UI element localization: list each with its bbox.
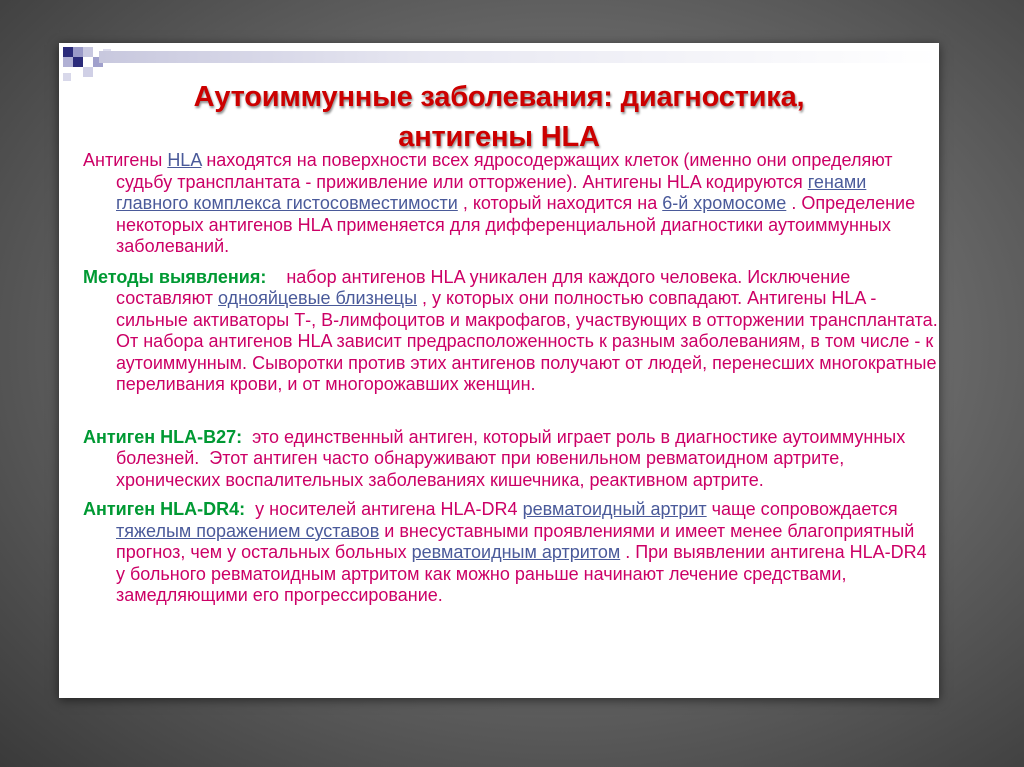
link-severe-joint-damage[interactable]: тяжелым поражением суставов (116, 520, 380, 541)
link-rheumatoid-arthritis-2[interactable]: ревматоидным артритом (411, 542, 621, 562)
link-rheumatoid-arthritis[interactable]: ревматоидный артрит (522, 499, 707, 519)
paragraph-hla-dr4 (83, 499, 939, 607)
paragraph-hla-b27 (83, 427, 939, 492)
link-chromosome-6[interactable]: 6-й хромосоме (662, 193, 787, 213)
text-segment: , который находится на (457, 193, 663, 213)
text-segment: и внесуставными проявлениями и имеет менее благоприятный прогноз, чем у остальных больных (116, 520, 915, 562)
text-segment: у носителей антигена HLA-DR4 (245, 499, 523, 519)
text-segment: . При выявлении антигена HLA-DR4 у больного ревматоидным артритом как можно раньше начинают лечение средствами, замедляющими его прогрессирование. (116, 542, 927, 605)
text-segment: . Определение некоторых антигенов HLA применяется для дифференциальной диагностики аутоиммунных заболеваний. (116, 193, 916, 256)
title-line-1: Аутоиммунные заболевания: диагностика, (193, 81, 805, 113)
slide (59, 43, 939, 698)
text-segment: находятся на поверхности всех ядросодержащих клеток (именно они определяют судьбу трансплантата - приживление или отторжение). Антигены HLA кодируются (116, 150, 893, 192)
text-segment: Антигены (83, 150, 168, 170)
heading-methods: Методы выявления: (83, 266, 267, 287)
heading-hla-b27: Антиген HLA-B27: (83, 426, 243, 447)
paragraph-hla (83, 150, 939, 258)
heading-hla-dr4: Антиген HLA-DR4: (83, 499, 246, 519)
paragraph-methods (83, 267, 939, 396)
title-line-2: антигены HLA (398, 121, 600, 153)
header-gradient-bar (99, 51, 939, 63)
link-mhc-genes[interactable]: генами главного комплекса гистосовместимости (116, 171, 867, 213)
link-hla[interactable]: HLA (167, 150, 202, 170)
text-segment: набор антигенов HLA уникален для каждого человека. Исключение составляют (116, 266, 856, 308)
text-segment: , у которых они полностью совпадают. Антигены HLA - сильные активаторы Т-, В-лимфоцитов и макрофагов, участвующих в отторжении трансплантата. От набора антигенов HLA зависит предрасположенность к разным заболеваниям, в том числе - к аутоиммунным. Сыворотки против этих антигенов получают от людей, перенесших многократные переливания крови, и от многорожавших женщин. (116, 288, 938, 394)
text-segment: это единственный антиген, который играет роль в диагностике аутоиммунных болезней. Этот антиген часто обнаруживают при ювенильном ревматоидном артрите, хронических воспалительных заболеваниях кишечника, реактивном артрите. (116, 426, 911, 490)
text-segment: чаще сопровождается (706, 499, 898, 519)
slide-content (83, 150, 939, 607)
link-identical-twins[interactable]: однояйцевые близнецы (218, 288, 418, 308)
slide-title (59, 77, 939, 157)
